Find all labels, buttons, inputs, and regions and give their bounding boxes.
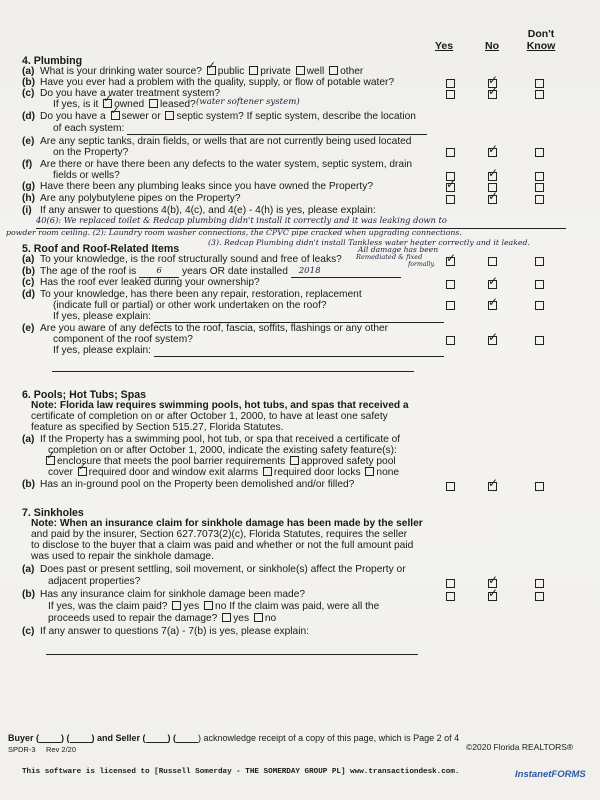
item-7b-proceeds bbox=[22, 613, 488, 625]
item-6a-text: If the Property has a swimming pool, hot tub, or spa that received a certificate of bbox=[40, 434, 401, 445]
section-6-title: 6. Pools; Hot Tubs; Spas bbox=[22, 389, 146, 401]
item-4h bbox=[22, 193, 442, 205]
dont-know-line2: Know bbox=[526, 40, 556, 52]
item-7c-text: If any answer to questions 7(a) - 7(b) is yes, please explain: bbox=[40, 626, 309, 637]
answer-5e-yes-checkbox[interactable] bbox=[446, 336, 455, 345]
item-7c bbox=[22, 626, 442, 638]
item-4d-key: (d) bbox=[22, 111, 36, 122]
item-5d-key: (d) bbox=[22, 289, 36, 300]
opt-enclosure: enclosure that meets the pool barrier requirements bbox=[57, 456, 286, 467]
item-5c bbox=[22, 277, 442, 289]
item-6b-text: Has an in-ground pool on the Property been demolished and/or filled? bbox=[40, 479, 355, 490]
answer-4e-dont-know-checkbox[interactable] bbox=[535, 148, 544, 157]
seller-end: ) acknowledge receipt of a copy of this page, which is Page 2 of 4 bbox=[198, 733, 460, 743]
handwritten-roof-note-3: formally. bbox=[408, 261, 436, 268]
item-5d-explain bbox=[22, 311, 473, 323]
checkbox-sewer[interactable] bbox=[111, 111, 120, 120]
answer-4h-no-checkbox[interactable] bbox=[488, 195, 497, 204]
item-4f-cont: fields or wells? bbox=[53, 170, 120, 181]
item-5b-key: (b) bbox=[22, 266, 36, 277]
item-5d3-text: If yes, please explain: bbox=[53, 311, 151, 322]
section-5-title: 5. Roof and Roof-Related Items bbox=[22, 243, 180, 255]
answer-4e-yes-checkbox[interactable] bbox=[446, 148, 455, 157]
item-4c-key: (c) bbox=[22, 88, 35, 99]
item-4c-text: Do you have a water treatment system? bbox=[40, 88, 221, 99]
item-7c-key: (c) bbox=[22, 626, 35, 637]
opt-none: none bbox=[376, 467, 400, 478]
answer-4c-dont-know-checkbox[interactable] bbox=[535, 90, 544, 99]
handwritten-explanation-line1: 40(6): We replaced toilet & Redcap plumbing didn't install it correctly and it was leaking down to bbox=[36, 215, 447, 225]
item-4a-text: What is your drinking water source? bbox=[40, 66, 202, 77]
section-7-note-2: and paid by the insurer, Section 627.7073(2)(c), Florida Statutes, requires the seller bbox=[31, 529, 408, 540]
handwritten-explanation-line3: (3). Redcap Plumbing didn't install Tankless water heater correctly and it leaked. bbox=[208, 238, 531, 247]
license-notice: This software is licensed to [Russell Somerday - THE SOMERDAY GROUP PL] www.transactiondesk.com. bbox=[22, 768, 460, 776]
item-4b-key: (b) bbox=[22, 77, 36, 88]
checkbox-other[interactable] bbox=[329, 66, 338, 75]
checkbox-proceeds-no[interactable] bbox=[254, 613, 263, 622]
buyer-end: ) and Seller ( bbox=[91, 733, 146, 743]
answer-4e-no-checkbox[interactable] bbox=[488, 148, 497, 157]
answer-4f-no-checkbox[interactable] bbox=[488, 172, 497, 181]
section-7-note-3: to disclose to the buyer that a claim was paid and whether or not the full amount paid bbox=[31, 540, 414, 551]
opt-claim-no: no If the claim was paid, were all the bbox=[215, 601, 380, 612]
answer-5d-yes-checkbox[interactable] bbox=[446, 301, 455, 310]
item-5d-cont: (indicate full or partial) or other work undertaken on the roof? bbox=[53, 300, 327, 311]
item-7a bbox=[22, 564, 462, 576]
checkbox-claim-paid-no[interactable] bbox=[204, 601, 213, 610]
checkbox-claim-paid-yes[interactable] bbox=[172, 601, 181, 610]
answer-6b-yes-checkbox[interactable] bbox=[446, 482, 455, 491]
handwritten-roof-note-1: All damage has been bbox=[358, 245, 439, 254]
item-7b-text: Has any insurance claim for sinkhole damage been made? bbox=[40, 589, 306, 600]
seller-mid: ) ( bbox=[167, 733, 177, 743]
item-7b2-text: If yes, was the claim paid? bbox=[48, 601, 168, 612]
item-4c2-text: If yes, is it bbox=[53, 99, 99, 110]
section-4-title: 4. Plumbing bbox=[22, 55, 83, 67]
opt-safety-cover: approved safety pool bbox=[301, 456, 396, 467]
checkbox-septic[interactable] bbox=[165, 111, 174, 120]
answer-5e-dont-know-checkbox[interactable] bbox=[535, 336, 544, 345]
answer-4g-yes-checkbox[interactable] bbox=[446, 183, 455, 192]
opt-sewer: sewer or bbox=[121, 111, 161, 122]
answer-5d-no-checkbox[interactable] bbox=[488, 301, 497, 310]
roof-explain-line-2 bbox=[52, 371, 414, 372]
opt-door-locks: required door locks bbox=[273, 467, 361, 478]
item-4g-key: (g) bbox=[22, 181, 36, 192]
item-4b-text: Have you ever had a problem with the quality, supply, or flow of potable water? bbox=[40, 77, 395, 88]
roof-defect-explain-field[interactable] bbox=[154, 356, 444, 357]
opt-well: well bbox=[306, 66, 325, 77]
item-4h-text: Are any polybutylene pipes on the Property? bbox=[40, 193, 241, 204]
item-6a-key: (a) bbox=[22, 434, 35, 445]
item-4d-text: Do you have a bbox=[40, 111, 106, 122]
item-4g bbox=[22, 181, 442, 193]
item-4e-cont: on the Property? bbox=[53, 147, 129, 158]
item-4d2-text: of each system: bbox=[53, 123, 125, 134]
item-7a-cont: adjacent properties? bbox=[48, 576, 141, 587]
answer-5a-dont-know-checkbox[interactable] bbox=[535, 257, 544, 266]
handwritten-explanation-line2: powder room ceiling. (2): Laundry room washer connections, the CPVC pipe cracked when upgrading connections. bbox=[6, 228, 462, 237]
answer-6b-dont-know-checkbox[interactable] bbox=[535, 482, 544, 491]
opt-other: other bbox=[340, 66, 364, 77]
buyer-mid: ) ( bbox=[61, 733, 70, 743]
item-6a-options-2 bbox=[22, 467, 488, 479]
note-label-6: Note: Florida law requires swimming pools, hot tubs, and spas that received a bbox=[31, 400, 409, 411]
item-4i-text: If any answer to questions 4(b), 4(c), and 4(e) - 4(h) is yes, please explain: bbox=[40, 205, 376, 216]
item-4e-key: (e) bbox=[22, 136, 35, 147]
buyer-initials-2[interactable] bbox=[70, 742, 92, 743]
answer-4b-dont-know-checkbox[interactable] bbox=[535, 79, 544, 88]
item-5e-cont: component of the roof system? bbox=[53, 334, 193, 345]
seller-initials-1[interactable] bbox=[146, 742, 168, 743]
item-6a-cont: completion on or after October 1, 2000, indicate the existing safety feature(s): bbox=[48, 445, 397, 456]
answer-7a-yes-checkbox[interactable] bbox=[446, 579, 455, 588]
item-5e-text: Are you aware of any defects to the roof, fascia, soffits, flashings or any other bbox=[40, 323, 389, 334]
item-7b-key: (b) bbox=[22, 589, 36, 600]
opt-private: private bbox=[260, 66, 291, 77]
checkbox-door-locks[interactable] bbox=[263, 467, 272, 476]
handwritten-water-softener: (water softener system) bbox=[196, 97, 300, 107]
item-5e3-text: If yes, please explain: bbox=[53, 345, 151, 356]
item-5e-key: (e) bbox=[22, 323, 35, 334]
answer-4f-dont-know-checkbox[interactable] bbox=[535, 172, 544, 181]
sinkhole-explain-line bbox=[46, 654, 418, 655]
answer-5e-no-checkbox[interactable] bbox=[488, 336, 497, 345]
item-4d bbox=[22, 111, 442, 123]
answer-5a-yes-checkbox[interactable] bbox=[446, 257, 455, 266]
answer-5a-no-checkbox[interactable] bbox=[488, 257, 497, 266]
item-4i-key: (i) bbox=[22, 205, 32, 216]
answer-4c-yes-checkbox[interactable] bbox=[446, 90, 455, 99]
item-7a-key: (a) bbox=[22, 564, 35, 575]
item-5c-text: Has the roof ever leaked during your ownership? bbox=[40, 277, 260, 288]
dont-know-line1: Don't bbox=[527, 28, 555, 40]
checkbox-alarms[interactable] bbox=[78, 467, 87, 476]
checkbox-leased[interactable] bbox=[149, 99, 158, 108]
item-5a-key: (a) bbox=[22, 254, 35, 265]
opt-public: public bbox=[217, 66, 245, 77]
opt-owned: owned bbox=[114, 99, 145, 110]
opt-alarms: required door and window exit alarms bbox=[88, 467, 259, 478]
answer-4h-yes-checkbox[interactable] bbox=[446, 195, 455, 204]
answer-5c-yes-checkbox[interactable] bbox=[446, 280, 455, 289]
copyright: ©2020 Florida REALTORS® bbox=[466, 742, 574, 752]
opt-cover: cover bbox=[48, 467, 73, 478]
item-4d-location bbox=[22, 123, 473, 135]
septic-location-field[interactable] bbox=[127, 134, 427, 135]
item-7a-text: Does past or present settling, soil movement, or sinkhole(s) affect the Property or bbox=[40, 564, 406, 575]
checkbox-enclosure[interactable] bbox=[46, 456, 55, 465]
item-7b3-text: proceeds used to repair the damage? bbox=[48, 613, 218, 624]
item-4f-key: (f) bbox=[22, 159, 33, 170]
opt-proceeds-yes: yes bbox=[233, 613, 250, 624]
answer-6b-no-checkbox[interactable] bbox=[488, 482, 497, 491]
handwritten-roof-note-2: Remediated & fixed bbox=[356, 253, 423, 261]
item-7b-claim-paid bbox=[22, 601, 488, 613]
answer-5d-dont-know-checkbox[interactable] bbox=[535, 301, 544, 310]
section-6-note-2: certificate of completion on or after October 1, 2000, to have at least one safety bbox=[31, 411, 388, 422]
opt-proceeds-no: no bbox=[264, 613, 277, 624]
answer-7b-no-checkbox[interactable] bbox=[488, 592, 497, 601]
item-4e-text: Are any septic tanks, drain fields, or wells that are not currently being used located bbox=[40, 136, 412, 147]
checkbox-public[interactable] bbox=[207, 66, 216, 75]
answer-7b-yes-checkbox[interactable] bbox=[446, 592, 455, 601]
form-id: SPDR-3 bbox=[8, 745, 36, 754]
item-6b-key: (b) bbox=[22, 479, 36, 490]
item-4g-text: Have there been any plumbing leaks since you have owned the Property? bbox=[40, 181, 373, 192]
instanet-forms-logo: InstanetFORMS bbox=[515, 769, 586, 780]
column-no-header: No bbox=[485, 40, 499, 52]
form-revision: Rev 2/20 bbox=[46, 745, 77, 754]
acknowledgement-line bbox=[8, 733, 459, 743]
answer-4g-dont-know-checkbox[interactable] bbox=[535, 183, 544, 192]
item-5c-key: (c) bbox=[22, 277, 35, 288]
opt-septic: septic system? If septic system, describe the location bbox=[176, 111, 416, 122]
item-6b bbox=[22, 479, 462, 491]
answer-5c-no-checkbox[interactable] bbox=[488, 280, 497, 289]
item-4h-key: (h) bbox=[22, 193, 36, 204]
roof-age-value: 6 bbox=[156, 266, 162, 276]
answer-4b-yes-checkbox[interactable] bbox=[446, 79, 455, 88]
answer-4h-dont-know-checkbox[interactable] bbox=[535, 195, 544, 204]
item-4a-key: (a) bbox=[22, 66, 35, 77]
section-7-note-4: was used to repair the sinkhole damage. bbox=[31, 551, 214, 562]
item-5b-text: The age of the roof is bbox=[40, 266, 137, 277]
buyer-initials-1[interactable] bbox=[39, 742, 61, 743]
item-5d-text: To your knowledge, has there been any repair, restoration, replacement bbox=[40, 289, 362, 300]
answer-5c-dont-know-checkbox[interactable] bbox=[535, 280, 544, 289]
section-7-title: 7. Sinkholes bbox=[22, 507, 84, 519]
item-5a-text: To your knowledge, is the roof structurally sound and free of leaks? bbox=[40, 254, 342, 265]
buyer-label: Buyer ( bbox=[8, 733, 40, 743]
opt-claim-yes: yes bbox=[183, 601, 200, 612]
roof-date-value: 2018 bbox=[298, 266, 321, 276]
item-5e-explain bbox=[22, 345, 473, 357]
seller-initials-2[interactable] bbox=[176, 742, 198, 743]
item-4f-text: Are there or have there been any defects to the water system, septic system, drain bbox=[40, 159, 413, 170]
answer-7a-dont-know-checkbox[interactable] bbox=[535, 579, 544, 588]
item-7b bbox=[22, 589, 442, 601]
checkbox-safety-cover[interactable] bbox=[290, 456, 299, 465]
checkbox-none[interactable] bbox=[365, 467, 374, 476]
column-dont-know-header bbox=[524, 28, 558, 52]
answer-4c-no-checkbox[interactable] bbox=[488, 90, 497, 99]
item-5b-mid: years OR date installed bbox=[181, 266, 288, 277]
section-6-note-3: feature as specified by Section 515.27, Florida Statutes. bbox=[31, 422, 284, 433]
checkbox-well[interactable] bbox=[296, 66, 305, 75]
opt-leased: leased? bbox=[160, 99, 196, 110]
checkbox-private[interactable] bbox=[249, 66, 258, 75]
answer-7b-dont-know-checkbox[interactable] bbox=[535, 592, 544, 601]
column-yes-header: Yes bbox=[434, 40, 454, 52]
note-label-7: Note: When an insurance claim for sinkhole damage has been made by the seller bbox=[31, 518, 423, 529]
checkbox-proceeds-yes[interactable] bbox=[222, 613, 231, 622]
